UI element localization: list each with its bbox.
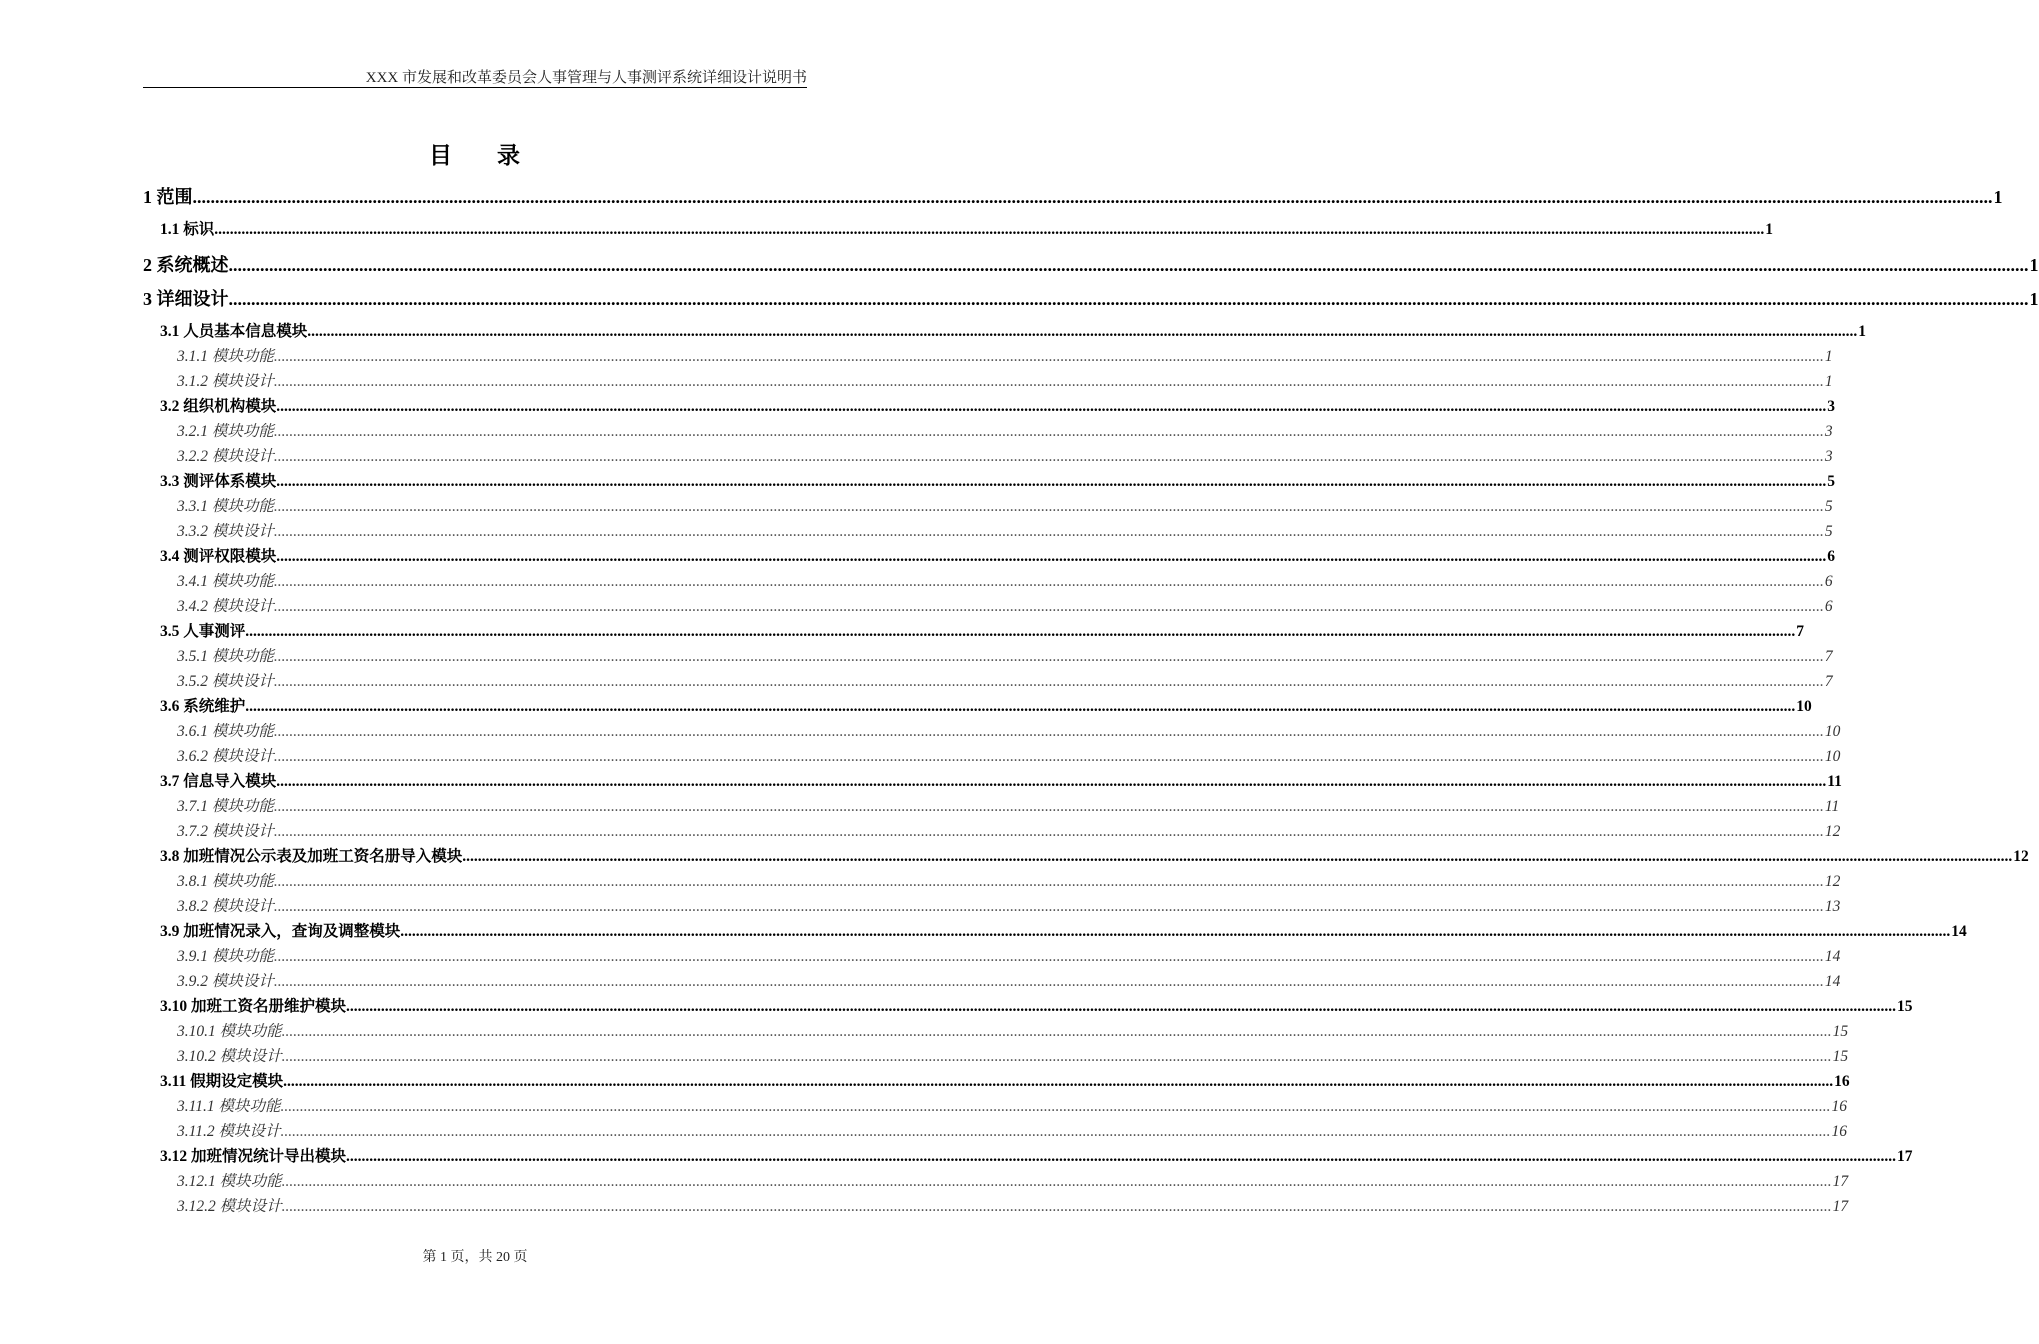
toc-entry-page: 17 [1897,1148,1913,1165]
toc-entry[interactable] [160,394,1836,416]
toc-entry-page: 6 [1824,573,1833,590]
toc-entry-page: 5 [1824,498,1833,515]
toc-leader-dots: ................................................................................................................................................................................................................................................................................................................................................................................................................ [400,923,1951,940]
toc-entry[interactable] [177,794,1840,816]
toc-entry-label: 3.1 人员基本信息模块 [160,323,308,340]
toc-leader-dots: ................................................................................................................................................................................................................................................................................................................................................................................................................ [280,1123,1831,1140]
toc-entry-label: 3.10.2 模块设计 [177,1048,282,1065]
toc-entry-page: 1 [1765,221,1774,238]
toc-entry-page: 6 [1824,598,1833,615]
toc-entry[interactable] [160,1069,1850,1091]
toc-leader-dots: ................................................................................................................................................................................................................................................................................................................................................................................................................ [192,187,1993,207]
toc-entry-label: 3.5 人事测评 [160,623,246,640]
toc-entry-label: 1 范围 [143,187,193,207]
toc-leader-dots: ................................................................................................................................................................................................................................................................................................................................................................................................................ [273,598,1824,615]
toc-entry-label: 3.12 加班情况统计导出模块 [160,1148,347,1165]
toc-entry[interactable] [177,1169,1849,1191]
toc-entry-page: 12 [2013,848,2029,865]
toc-leader-dots: ................................................................................................................................................................................................................................................................................................................................................................................................................ [273,823,1824,840]
toc-entry-label: 3.1.1 模块功能 [177,348,274,365]
toc-entry[interactable] [177,519,1833,541]
toc-entry-label: 3.3.1 模块功能 [177,498,274,515]
toc-leader-dots: ................................................................................................................................................................................................................................................................................................................................................................................................................ [281,1023,1832,1040]
toc-leader-dots: ................................................................................................................................................................................................................................................................................................................................................................................................................ [273,498,1824,515]
toc-leader-dots: ................................................................................................................................................................................................................................................................................................................................................................................................................ [273,723,1824,740]
toc-title [0,137,950,170]
toc-entry-label: 3.8.1 模块功能 [177,873,274,890]
toc-entry-page: 1 [2029,289,2039,309]
toc-entry[interactable] [177,869,1841,891]
toc-leader-dots: ................................................................................................................................................................................................................................................................................................................................................................................................................ [281,1198,1832,1215]
toc-entry-label: 3.5.1 模块功能 [177,648,274,665]
toc-entry[interactable] [160,319,1867,341]
toc-leader-dots: ................................................................................................................................................................................................................................................................................................................................................................................................................ [276,548,1827,565]
toc-entry-label: 3.10 加班工资名册维护模块 [160,998,347,1015]
toc-entry-label: 3.7.2 模块设计 [177,823,274,840]
toc-leader-dots: ................................................................................................................................................................................................................................................................................................................................................................................................................ [273,798,1824,815]
toc-leader-dots: ................................................................................................................................................................................................................................................................................................................................................................................................................ [273,973,1824,990]
toc-leader-dots: ................................................................................................................................................................................................................................................................................................................................................................................................................ [245,698,1796,715]
toc-leader-dots: ................................................................................................................................................................................................................................................................................................................................................................................................................ [346,998,1897,1015]
toc-entry-page: 5 [1824,523,1833,540]
toc-entry-page: 1 [1824,348,1833,365]
toc-entry[interactable] [160,994,1913,1016]
toc-entry[interactable] [177,419,1833,441]
toc-leader-dots: ................................................................................................................................................................................................................................................................................................................................................................................................................ [273,348,1824,365]
toc-leader-dots: ................................................................................................................................................................................................................................................................................................................................................................................................................ [283,1073,1834,1090]
page-footer: 第 1 页，共 20 页 [422,1250,528,1265]
toc-entry[interactable] [160,694,1812,716]
toc-entry[interactable] [177,444,1833,466]
toc-leader-dots: ................................................................................................................................................................................................................................................................................................................................................................................................................ [273,423,1824,440]
toc-entry[interactable] [177,944,1841,966]
toc-entry-page: 1 [2029,255,2039,275]
toc-entry-page: 16 [1831,1123,1847,1140]
toc-entry-page: 16 [1831,1098,1847,1115]
toc-entry[interactable] [177,669,1833,691]
toc-entry-page: 7 [1796,623,1805,640]
toc-leader-dots: ................................................................................................................................................................................................................................................................................................................................................................................................................ [280,1098,1831,1115]
toc-entry[interactable] [160,1144,1913,1166]
toc-entry-page: 3 [1824,448,1833,465]
toc-entry-label: 3.8 加班情况公示表及加班工资名册导入模块 [160,848,463,865]
toc-entry[interactable] [143,183,2003,209]
toc-entry-page: 14 [1824,973,1841,990]
toc-entry-label: 3.4.1 模块功能 [177,573,274,590]
toc-entry[interactable] [177,719,1841,741]
toc-entry-page: 10 [1796,698,1812,715]
toc-entry[interactable] [143,285,2039,311]
toc-title-part1: 目 [429,143,453,168]
toc-leader-dots: ................................................................................................................................................................................................................................................................................................................................................................................................................ [281,1173,1832,1190]
toc-leader-dots: ................................................................................................................................................................................................................................................................................................................................................................................................................ [273,673,1824,690]
toc-entry[interactable] [177,1194,1849,1216]
toc-entry-page: 10 [1824,748,1841,765]
toc-leader-dots: ................................................................................................................................................................................................................................................................................................................................................................................................................ [273,573,1824,590]
toc-entry-label: 3.2 组织机构模块 [160,398,277,415]
toc-entry-page: 7 [1824,648,1833,665]
toc-leader-dots: ................................................................................................................................................................................................................................................................................................................................................................................................................ [273,873,1824,890]
toc-entry-page: 1 [1993,187,2003,207]
toc-entry-label: 3.6 系统维护 [160,698,246,715]
toc-entry[interactable] [160,844,2029,866]
toc-entry-page: 13 [1824,898,1841,915]
toc-entry-label: 3.4 测评权限模块 [160,548,277,565]
toc-entry-page: 11 [1827,773,1842,790]
toc-leader-dots: ................................................................................................................................................................................................................................................................................................................................................................................................................ [228,255,2029,275]
toc-entry-label: 3 详细设计 [143,289,229,309]
toc-entry-label: 3.11.1 模块功能 [177,1098,281,1115]
toc-leader-dots: ................................................................................................................................................................................................................................................................................................................................................................................................................ [273,523,1824,540]
toc-entry-page: 16 [1834,1073,1850,1090]
toc-leader-dots: ................................................................................................................................................................................................................................................................................................................................................................................................................ [276,398,1827,415]
toc-entry-page: 3 [1824,423,1833,440]
toc-entry-page: 14 [1951,923,1967,940]
toc-leader-dots: ................................................................................................................................................................................................................................................................................................................................................................................................................ [307,323,1858,340]
toc-entry[interactable] [160,619,1805,641]
toc-entry[interactable] [177,644,1833,666]
toc-entry-label: 3.9.2 模块设计 [177,973,274,990]
toc-entry[interactable] [177,1044,1849,1066]
toc-leader-dots: ................................................................................................................................................................................................................................................................................................................................................................................................................ [281,1048,1832,1065]
toc-entry-page: 1 [1858,323,1867,340]
toc-entry-label: 3.12.1 模块功能 [177,1173,282,1190]
toc-entry-page: 7 [1824,673,1833,690]
toc-leader-dots: ................................................................................................................................................................................................................................................................................................................................................................................................................ [276,773,1827,790]
toc-entry-page: 17 [1832,1173,1849,1190]
toc-entry-page: 3 [1827,398,1836,415]
toc-entry[interactable] [160,769,1842,791]
toc-leader-dots: ................................................................................................................................................................................................................................................................................................................................................................................................................ [273,748,1824,765]
toc-leader-dots: ................................................................................................................................................................................................................................................................................................................................................................................................................ [273,898,1824,915]
toc-entry-label: 3.4.2 模块设计 [177,598,274,615]
toc-entry-page: 12 [1824,873,1841,890]
toc-entry-label: 2 系统概述 [143,255,229,275]
toc-entry-label: 3.7 信息导入模块 [160,773,277,790]
toc-entry-page: 1 [1824,373,1833,390]
toc-entry-label: 3.11 假期设定模块 [160,1073,284,1090]
toc-entry-label: 3.8.2 模块设计 [177,898,274,915]
toc-entry[interactable] [177,1094,1847,1116]
running-header: XXX 市发展和改革委员会人事管理与人事测评系统详细设计说明书 [365,70,807,86]
toc-entry-label: 3.9 加班情况录入，查询及调整模块 [160,923,401,940]
toc-leader-dots: ................................................................................................................................................................................................................................................................................................................................................................................................................ [245,623,1796,640]
toc-entry-label: 3.11.2 模块设计 [177,1123,281,1140]
toc-entry-label: 3.2.2 模块设计 [177,448,274,465]
toc-entry-label: 3.5.2 模块设计 [177,673,274,690]
toc-entry[interactable] [177,494,1833,516]
toc-leader-dots: ................................................................................................................................................................................................................................................................................................................................................................................................................ [273,373,1824,390]
toc-entry[interactable] [177,819,1841,841]
toc-entry-label: 3.9.1 模块功能 [177,948,274,965]
toc-entry-label: 3.6.1 模块功能 [177,723,274,740]
toc-entry-label: 3.6.2 模块设计 [177,748,274,765]
toc-entry[interactable] [160,919,1967,941]
toc-entry-page: 17 [1832,1198,1849,1215]
toc-entry-label: 3.3.2 模块设计 [177,523,274,540]
toc-entry-page: 15 [1832,1048,1849,1065]
toc-leader-dots: ................................................................................................................................................................................................................................................................................................................................................................................................................ [276,473,1827,490]
toc-entry-page: 11 [1824,798,1840,815]
toc-entry-label: 3.2.1 模块功能 [177,423,274,440]
toc-leader-dots: ................................................................................................................................................................................................................................................................................................................................................................................................................ [273,448,1824,465]
toc-entry-page: 10 [1824,723,1841,740]
toc-leader-dots: ................................................................................................................................................................................................................................................................................................................................................................................................................ [273,648,1824,665]
toc-entry-label: 3.10.1 模块功能 [177,1023,282,1040]
header-rule [143,87,807,88]
toc-entry[interactable] [177,569,1833,591]
toc-entry[interactable] [177,344,1833,366]
toc-entry-page: 15 [1897,998,1913,1015]
toc-entry-label: 3.3 测评体系模块 [160,473,277,490]
toc-entry[interactable] [177,744,1841,766]
toc-entry-page: 5 [1827,473,1836,490]
toc-leader-dots: ................................................................................................................................................................................................................................................................................................................................................................................................................ [346,1148,1897,1165]
toc-entry[interactable] [160,544,1836,566]
toc-entry[interactable] [143,251,2039,277]
toc-entry-label: 3.1.2 模块设计 [177,373,274,390]
toc-entry[interactable] [177,894,1841,916]
toc-title-part2: 录 [497,143,521,168]
toc-leader-dots: ................................................................................................................................................................................................................................................................................................................................................................................................................ [228,289,2029,309]
toc-entry[interactable] [177,1019,1849,1041]
toc-entry-page: 14 [1824,948,1841,965]
toc-entry[interactable] [177,1119,1847,1141]
toc-entry[interactable] [177,969,1841,991]
toc-entry-page: 12 [1824,823,1841,840]
toc-entry[interactable] [160,469,1836,491]
toc-leader-dots: ................................................................................................................................................................................................................................................................................................................................................................................................................ [462,848,2013,865]
toc-entry-page: 6 [1827,548,1836,565]
toc-entry[interactable] [177,594,1833,616]
toc-entry-label: 3.12.2 模块设计 [177,1198,282,1215]
toc-entry-label: 3.7.1 模块功能 [177,798,274,815]
toc-leader-dots: ................................................................................................................................................................................................................................................................................................................................................................................................................ [214,221,1765,238]
toc-entry[interactable] [160,217,1774,239]
toc-leader-dots: ................................................................................................................................................................................................................................................................................................................................................................................................................ [273,948,1824,965]
toc-entry[interactable] [177,369,1833,391]
toc-entry-page: 15 [1832,1023,1849,1040]
toc-entry-label: 1.1 标识 [160,221,215,238]
